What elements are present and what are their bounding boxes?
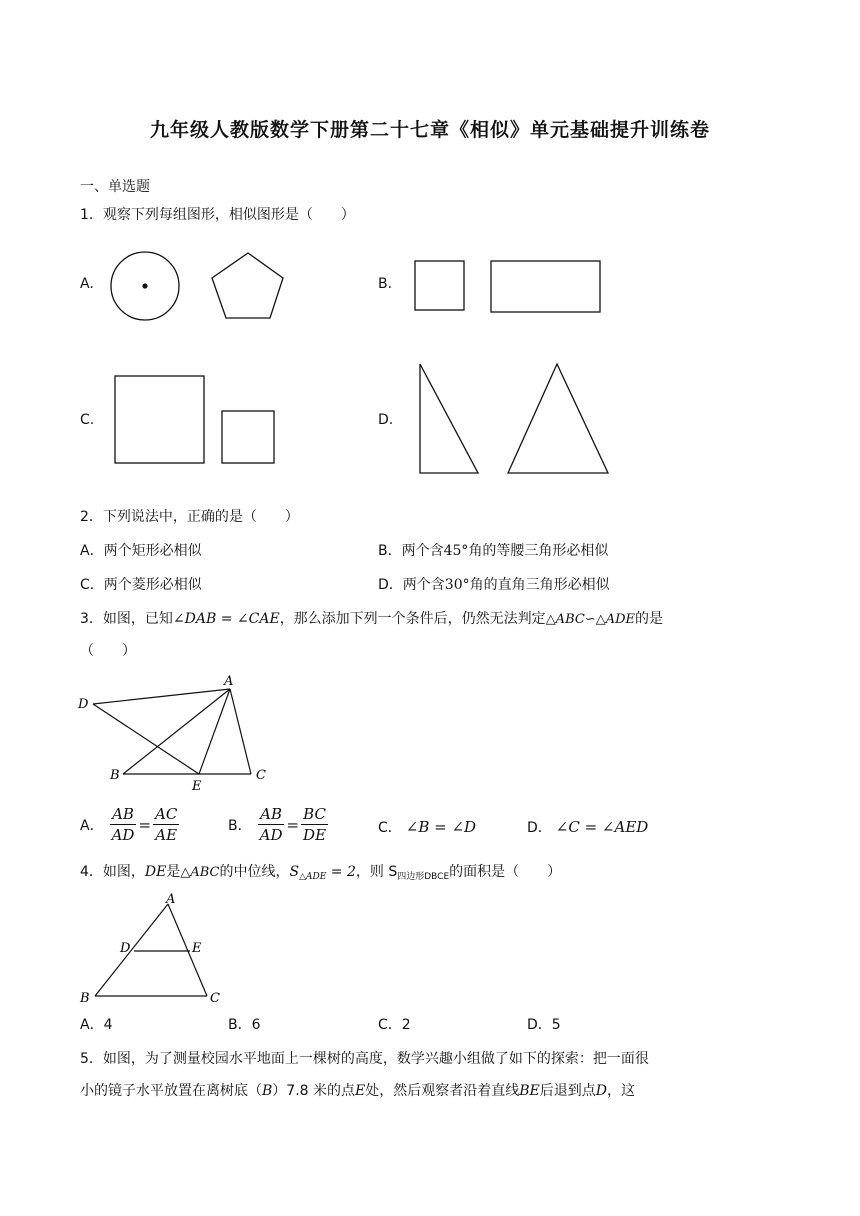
page-title: 九年级人教版数学下册第二十七章《相似》单元基础提升训练卷: [149, 119, 710, 141]
q1-option-c-label: C.: [80, 412, 95, 428]
q2-option-c: C．两个菱形必相似: [80, 577, 202, 593]
q4-figure: [74, 890, 234, 1008]
segment-de: [93, 704, 199, 774]
q2-option-a: A．两个矩形必相似: [80, 543, 202, 559]
q1-option-d-label: D.: [378, 412, 394, 428]
q2-option-d: D．两个含30°角的直角三角形必相似: [378, 577, 610, 593]
isosceles-triangle-shape: [508, 364, 608, 473]
point-label-a: A: [166, 892, 176, 907]
segment-ac: [230, 689, 251, 774]
q1-stem: 1．观察下列每组图形，相似图形是（ ）: [80, 207, 355, 223]
pentagon-shape: [212, 253, 283, 318]
point-label-d: D: [78, 697, 89, 712]
segment-da: [93, 689, 230, 704]
point-label-e: E: [192, 779, 202, 794]
q3-option-c: C． ∠B = ∠D: [378, 818, 477, 836]
q3-option-b: B． $\frac{AB}{AD}$ = $\frac{BC}{DE}$: [228, 805, 327, 844]
large-square-shape: [115, 376, 204, 463]
q5-line-1: 5．如图，为了测量校园水平地面上一棵树的高度，数学兴趣小组做了如下的探索：把一面很: [80, 1051, 649, 1067]
right-triangle-shape: [420, 364, 478, 473]
medium-square-shape: [222, 411, 274, 463]
q1-option-b-label: B.: [378, 276, 393, 292]
q3-option-d: D． ∠C = ∠AED: [527, 818, 649, 836]
q1-option-b-figure: [410, 255, 610, 317]
q4-option-d: D．5: [527, 1017, 561, 1033]
q4-stem: 4．如图，DE是△ABC的中位线，$S_{\triangle ADE} = 2$，则 $S_{四边形DBCE}$的面积是（ ）: [80, 864, 562, 882]
q3-figure: [72, 668, 282, 796]
point-label-d: D: [120, 941, 131, 956]
q1-option-d-figure: [415, 358, 615, 478]
point-label-b: B: [80, 991, 90, 1006]
q1-option-a-figure: [105, 248, 295, 326]
q3-stem: 3．如图，已知∠DAB = ∠CAE，那么添加下列一个条件后，仍然无法判定△ABC∽△ADE的是: [80, 611, 664, 627]
circle-center-dot: [142, 283, 147, 288]
segment-ab: [95, 904, 168, 996]
q2-option-b: B．两个含45°角的等腰三角形必相似: [378, 543, 609, 559]
point-label-c: C: [256, 768, 266, 783]
q2-stem: 2．下列说法中，正确的是（ ）: [80, 509, 299, 525]
point-label-e: E: [192, 941, 202, 956]
q4-option-c: C．2: [378, 1017, 411, 1033]
q4-option-b: B．6: [228, 1017, 261, 1033]
point-label-b: B: [110, 768, 120, 783]
q3-stem-paren: （ ）: [80, 643, 136, 659]
point-label-a: A: [224, 674, 234, 689]
q4-option-a: A．4: [80, 1017, 113, 1033]
q5-line-2: 小的镜子水平放置在离树底（B）7.8 米的点E处，然后观察者沿着直线BE后退到点D，这: [80, 1083, 635, 1099]
small-square-shape: [415, 261, 464, 310]
q1-option-a-label: A.: [80, 276, 94, 292]
section-heading: 一、单选题: [80, 179, 150, 195]
q1-option-c-figure: [110, 370, 280, 468]
rectangle-shape: [491, 261, 600, 312]
q3-option-a: A． $\frac{AB}{AD}$ = $\frac{AC}{AE}$: [80, 805, 178, 844]
point-label-c: C: [210, 991, 220, 1006]
